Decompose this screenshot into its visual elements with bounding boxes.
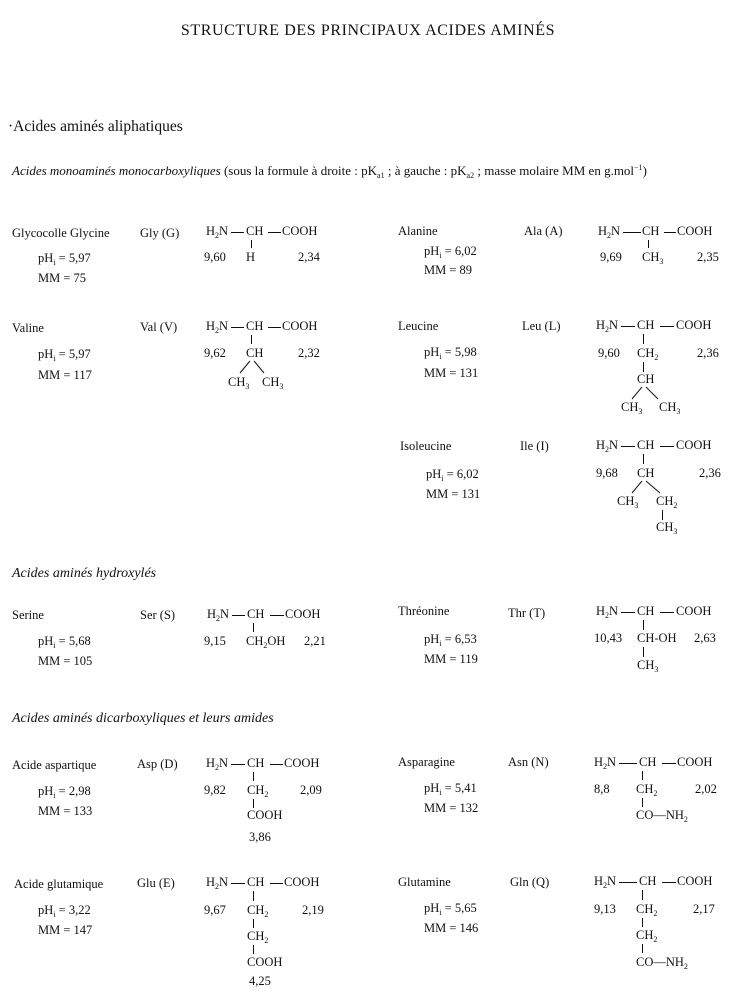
aa-code: Ala (A): [524, 224, 563, 238]
aa-code: Glu (E): [137, 876, 175, 890]
aa-mm: MM = 119: [424, 652, 478, 666]
formula-ch: CH: [639, 755, 657, 769]
bond: [251, 240, 252, 248]
bond-branch: [620, 386, 680, 400]
aa-mm: MM = 75: [38, 271, 87, 285]
aa-name: Thréonine: [398, 604, 450, 618]
pka-left: 9,69: [600, 250, 622, 264]
formula-ch: CH: [642, 224, 660, 238]
pka-right: 2,02: [695, 782, 717, 796]
side-chain: $CH_2$: [636, 782, 658, 798]
bond: [664, 232, 676, 233]
formula-backbone: $H_2N$: [598, 224, 621, 240]
side-chain: $CH_3$: [642, 250, 664, 266]
formula-backbone: $H_2N$: [594, 874, 617, 890]
formula-cooh: COOH: [285, 607, 321, 621]
bond: [643, 362, 644, 372]
formula-backbone: $H_2N$: [596, 604, 619, 620]
aa-mm: MM = 131: [426, 487, 481, 501]
side-chain: $CH_2$: [247, 929, 269, 945]
aa-name: Acide glutamique: [14, 877, 104, 891]
formula-cooh: COOH: [284, 875, 320, 889]
bond: [232, 615, 245, 616]
pka-left: 10,43: [594, 631, 623, 645]
side-chain: CH: [637, 372, 655, 386]
formula-backbone: $H_2N$: [207, 607, 230, 623]
pka-side: 4,25: [249, 974, 271, 988]
pka-right: 2,36: [699, 466, 721, 480]
side-chain: CH-OH: [637, 631, 677, 645]
aa-phi: $pH_i = 6,02$: [424, 244, 477, 260]
side-chain: $CH_2$: [636, 928, 658, 944]
bond: [662, 763, 676, 764]
formula-backbone: $H_2N$: [206, 756, 229, 772]
formula-ch: CH: [639, 874, 657, 888]
aa-mm: MM = 133: [38, 804, 93, 818]
bond: [642, 798, 643, 807]
side-chain: $CH_3$: [656, 520, 678, 536]
aa-phi: $pH_i = 3,22$: [38, 903, 91, 919]
aa-phi: $pH_i = 5,65$: [424, 901, 477, 917]
bond-branch: [620, 480, 680, 494]
pka-right: 2,17: [693, 902, 715, 916]
bond-branch: [228, 360, 288, 374]
bond: [268, 327, 281, 328]
side-chain: $CO—NH_2$: [636, 955, 688, 971]
aa-mm: MM = 89: [424, 263, 473, 277]
aa-name: Isoleucine: [400, 439, 452, 453]
bond: [270, 764, 283, 765]
bond: [642, 918, 643, 927]
bond: [660, 446, 674, 447]
side-chain: CH: [246, 346, 264, 360]
pka-left: 9,62: [204, 346, 226, 360]
pka-right: 2,34: [298, 250, 320, 264]
pka-right: 2,36: [697, 346, 719, 360]
bond: [253, 799, 254, 808]
bond: [662, 882, 676, 883]
formula-backbone: $H_2N$: [206, 875, 229, 891]
pka-right: 2,21: [304, 634, 326, 648]
formula-ch: CH: [247, 607, 265, 621]
pka-left: 9,67: [204, 903, 226, 917]
side-chain: $CH_3$: [228, 375, 250, 391]
aa-name: Leucine: [398, 319, 439, 333]
bond: [642, 944, 643, 953]
side-chain: H: [246, 250, 256, 264]
bond: [660, 612, 674, 613]
subsection-heading: Acides aminés hydroxylés: [12, 566, 157, 581]
aa-name: Alanine: [398, 224, 438, 238]
bond: [648, 240, 649, 248]
pka-right: 2,35: [697, 250, 719, 264]
aa-code: Asn (N): [508, 755, 549, 769]
formula-cooh: COOH: [282, 224, 318, 238]
formula-backbone: $H_2N$: [596, 438, 619, 454]
aa-phi: $pH_i = 5,97$: [38, 347, 91, 363]
pka-left: 9,82: [204, 783, 226, 797]
aa-code: Val (V): [140, 320, 178, 334]
pka-left: 8,8: [594, 782, 610, 796]
bond: [253, 919, 254, 928]
bond: [621, 326, 635, 327]
pka-right: 2,32: [298, 346, 320, 360]
bond: [253, 945, 254, 954]
bond: [268, 232, 281, 233]
aa-name: Valine: [12, 321, 44, 335]
formula-cooh: COOH: [676, 318, 712, 332]
formula-cooh: COOH: [677, 224, 713, 238]
pka-left: 9,13: [594, 902, 616, 916]
pka-side: 3,86: [249, 830, 271, 844]
bond: [662, 510, 663, 520]
aa-mm: MM = 117: [38, 368, 92, 382]
pka-left: 9,68: [596, 466, 618, 480]
pka-right: 2,19: [302, 903, 324, 917]
aa-phi: $pH_i = 6,02$: [426, 467, 479, 483]
side-chain: COOH: [247, 808, 283, 822]
bond: [231, 764, 245, 765]
aa-code: Ile (I): [520, 439, 549, 453]
formula-backbone: $H_2N$: [596, 318, 619, 334]
aa-name: Asparagine: [398, 755, 455, 769]
formula-ch: CH: [637, 438, 655, 452]
aa-phi: $pH_i = 6,53$: [424, 632, 477, 648]
formula-cooh: COOH: [282, 319, 318, 333]
aa-code: Asp (D): [137, 757, 178, 771]
subsection-heading: Acides aminés dicarboxyliques et leurs amides: [12, 711, 274, 726]
aa-name: Glutamine: [398, 875, 451, 889]
aa-code: Thr (T): [508, 606, 546, 620]
bond: [251, 335, 252, 344]
bond: [643, 334, 644, 344]
aa-mm: MM = 146: [424, 921, 479, 935]
formula-ch: CH: [246, 224, 264, 238]
aa-mm: MM = 132: [424, 801, 479, 815]
pka-left: 9,15: [204, 634, 226, 648]
side-chain: $CH_3$: [659, 400, 681, 416]
page-title: STRUCTURE DES PRINCIPAUX ACIDES AMINÉS: [180, 22, 556, 39]
formula-cooh: COOH: [284, 756, 320, 770]
bond: [253, 623, 254, 632]
formula-backbone: $H_2N$: [206, 319, 229, 335]
aa-phi: $pH_i = 5,68$: [38, 634, 91, 650]
side-chain: $CH_3$: [637, 658, 659, 674]
side-chain: $CH_3$: [262, 375, 284, 391]
side-chain: $CH_2$: [636, 902, 658, 918]
bond: [253, 772, 254, 781]
section-heading: ·Acides aminés aliphatiques: [8, 118, 183, 135]
bond: [231, 327, 244, 328]
side-chain: $CO—NH_2$: [636, 808, 688, 824]
bond: [621, 612, 635, 613]
pka-right: 2,09: [300, 783, 322, 797]
formula-cooh: COOH: [677, 755, 713, 769]
formula-ch: CH: [247, 875, 265, 889]
bond: [231, 883, 245, 884]
aa-code: Leu (L): [522, 319, 561, 333]
bond: [270, 883, 283, 884]
side-chain: CH: [637, 466, 655, 480]
bond: [253, 891, 254, 901]
formula-cooh: COOH: [676, 604, 712, 618]
aa-phi: $pH_i = 5,97$: [38, 251, 91, 267]
bond: [660, 326, 674, 327]
side-chain: $CH_2$: [247, 903, 269, 919]
bond: [643, 620, 644, 630]
formula-ch: CH: [246, 319, 264, 333]
formula-backbone: $H_2N$: [594, 755, 617, 771]
aa-mm: MM = 147: [38, 923, 93, 937]
aa-name: Acide aspartique: [12, 758, 97, 772]
formula-ch: CH: [637, 318, 655, 332]
aa-phi: $pH_i = 5,41$: [424, 781, 477, 797]
bond: [643, 454, 644, 464]
pka-left: 9,60: [204, 250, 226, 264]
bond: [270, 615, 284, 616]
bond: [623, 232, 641, 233]
formula-cooh: COOH: [677, 874, 713, 888]
aa-phi: $pH_i = 2,98$: [38, 784, 91, 800]
aa-code: Gln (Q): [510, 875, 550, 889]
formula-cooh: COOH: [676, 438, 712, 452]
side-chain: COOH: [247, 955, 283, 969]
bond: [231, 232, 244, 233]
side-chain: $CH_3$: [617, 494, 639, 510]
bond: [619, 763, 637, 764]
bond: [621, 446, 635, 447]
aa-name: Glycocolle Glycine: [12, 226, 110, 240]
bond: [643, 647, 644, 657]
bond: [619, 882, 637, 883]
side-chain: $CH_2OH$: [246, 634, 286, 650]
aa-phi: $pH_i = 5,98$: [424, 345, 477, 361]
aa-mm: MM = 105: [38, 654, 93, 668]
pka-right: 2,63: [694, 631, 716, 645]
side-chain: $CH_2$: [656, 494, 678, 510]
formula-ch: CH: [637, 604, 655, 618]
aa-mm: MM = 131: [424, 366, 479, 380]
side-chain: $CH_2$: [247, 783, 269, 799]
bond: [642, 771, 643, 780]
aa-code: Gly (G): [140, 226, 180, 240]
formula-ch: CH: [247, 756, 265, 770]
intro-text: Acides monoaminés monocarboxyliques (sous la formule à droite : $pK_{a1}$ ; à gauche : $pK_{a2}$ ; masse molaire MM en g.mol$^{-1}$): [12, 163, 647, 180]
aa-code: Ser (S): [140, 608, 176, 622]
bond: [642, 890, 643, 900]
side-chain: $CH_3$: [621, 400, 643, 416]
formula-backbone: $H_2N$: [206, 224, 229, 240]
aa-name: Serine: [12, 608, 44, 622]
pka-left: 9,60: [598, 346, 620, 360]
side-chain: $CH_2$: [637, 346, 659, 362]
